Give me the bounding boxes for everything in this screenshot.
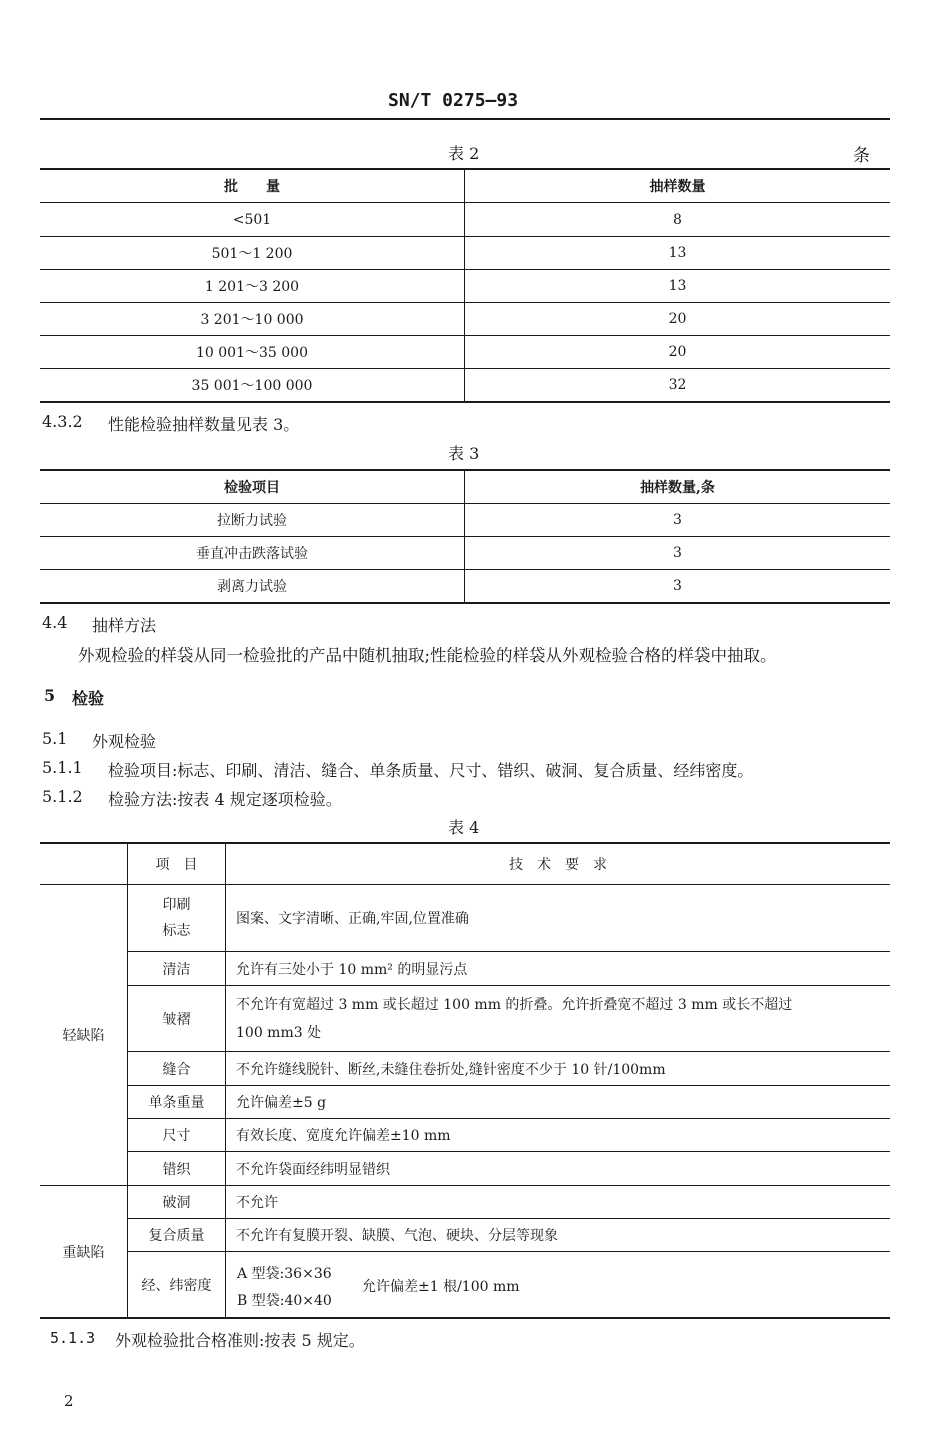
table4-item: 破洞 (162, 1195, 191, 1211)
table2-cell: 35 001～100 000 (191, 378, 313, 394)
table4-item: 尺寸 (162, 1128, 191, 1144)
table2-cell: 501～1 200 (211, 246, 293, 262)
table4-item: 单条重量 (148, 1095, 205, 1111)
table4-header-requirement: 技 术 要 求 (509, 857, 607, 873)
paragraph-text: 检验项目:标志、印刷、清洁、缝合、单条质量、尺寸、错织、破洞、复合质量、经纬密度。 (108, 761, 754, 780)
table2-header-sample: 抽样数量 (649, 179, 706, 195)
table2-cell: 20 (668, 344, 687, 360)
table4-item: 复合质量 (148, 1228, 205, 1244)
table3-caption: 表 3 (448, 444, 480, 463)
table4-item: 印刷 标志 (162, 897, 191, 939)
table2-header-batch: 批 量 (224, 179, 280, 195)
table2-cell: 32 (668, 377, 687, 393)
table4-item: 皱褶 (162, 1011, 191, 1028)
document-code: SN/T 0275—93 (388, 90, 519, 111)
table4-item: 缝合 (162, 1061, 191, 1078)
table4-requirement-type-a: A 型袋:36×36 (237, 1266, 332, 1282)
table3-cell: 3 (673, 512, 682, 528)
table3-cell: 垂直冲击跌落试验 (196, 546, 308, 562)
section-number: 4.3.2 (42, 412, 83, 431)
table4-requirement-tolerance: 允许偏差±1 根/100 mm (362, 1279, 520, 1295)
page-number: 2 (64, 1392, 74, 1410)
table4-requirement: 允许有三处小于 10 mm² 的明显污点 (236, 961, 468, 978)
paragraph-text: 检验方法:按表 4 规定逐项检验。 (108, 790, 342, 809)
table4-requirement: 不允许缝线脱针、断丝,未缝住卷折处,缝针密度不少于 10 针/100mm (236, 1061, 666, 1078)
section-number: 4.4 (42, 613, 68, 632)
table4-group-minor: 轻缺陷 (62, 1028, 105, 1044)
table4-item: 清洁 (162, 961, 191, 978)
table4-requirement: 不允许袋面经纬明显错织 (236, 1161, 390, 1178)
paragraph-text: 外观检验的样袋从同一检验批的产品中随机抽取;性能检验的样袋从外观检验合格的样袋中抽取。 (78, 646, 777, 665)
table2-cell: 20 (668, 311, 687, 327)
table3-cell: 3 (673, 545, 682, 561)
table4-item: 错织 (162, 1161, 191, 1178)
table4-requirement: 不允许有宽超过 3 mm 或长超过 100 mm 的折叠。允许折叠宽不超过 3 mm 或长不超过 100 mm3 处 (236, 996, 793, 1041)
section-number: 5.1.2 (42, 787, 83, 806)
section-title: 外观检验 (92, 732, 157, 751)
paragraph-text: 性能检验抽样数量见表 3。 (108, 415, 300, 434)
table2-caption: 表 2 (448, 144, 480, 163)
table2-cell: <501 (232, 211, 272, 228)
table2-cell: 13 (668, 245, 687, 261)
table2-cell: 3 201～10 000 (200, 312, 304, 328)
section-title: 检验 (72, 689, 105, 708)
section-number: 5.1 (42, 729, 68, 748)
section-number: 5.1.3 (50, 1329, 96, 1347)
table2-unit: 条 (853, 146, 870, 166)
table3-header-sample: 抽样数量,条 (640, 480, 715, 496)
table4-requirement: 不允许 (236, 1195, 278, 1211)
table4-requirement: 不允许有复膜开裂、缺膜、气泡、硬块、分层等现象 (236, 1228, 558, 1244)
table4-requirement: 有效长度、宽度允许偏差±10 mm (236, 1128, 451, 1144)
table2-cell: 10 001～35 000 (196, 345, 308, 361)
header-rule (40, 118, 890, 120)
table4-item: 经、纬密度 (141, 1277, 212, 1294)
table3-header-item: 检验项目 (224, 480, 280, 496)
paragraph-text: 外观检验批合格准则:按表 5 规定。 (115, 1331, 365, 1350)
table4-header-item: 项 目 (155, 857, 198, 873)
table2-cell: 13 (668, 278, 687, 294)
table4-group-major: 重缺陷 (62, 1244, 105, 1261)
section-number: 5 (44, 686, 56, 705)
table2-cell: 8 (673, 211, 682, 228)
section-number: 5.1.1 (42, 758, 83, 777)
table4-requirement-type-b: B 型袋:40×40 (237, 1293, 332, 1309)
table2-cell: 1 201～3 200 (204, 279, 300, 295)
table4-requirement: 允许偏差±5 g (236, 1095, 327, 1111)
table3-cell: 剥离力试验 (217, 579, 287, 595)
table3-cell: 3 (673, 578, 682, 594)
section-title: 抽样方法 (92, 616, 157, 635)
table4-caption: 表 4 (448, 818, 480, 837)
table4-requirement: 图案、文字清晰、正确,牢固,位置准确 (236, 911, 469, 927)
table3-cell: 拉断力试验 (217, 513, 287, 529)
